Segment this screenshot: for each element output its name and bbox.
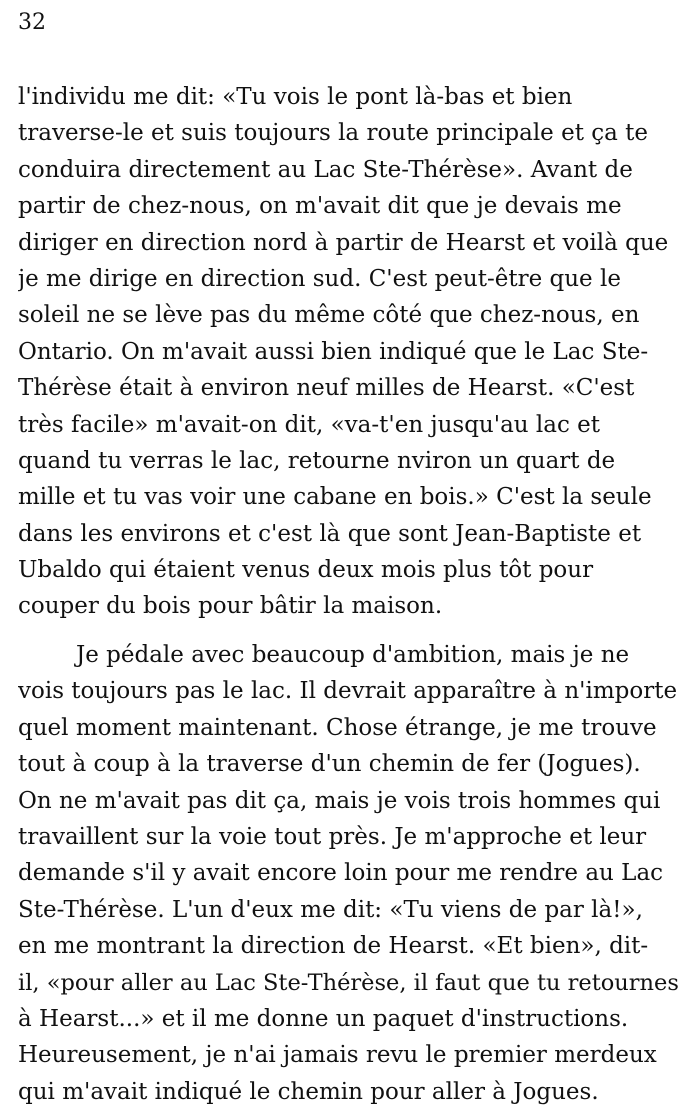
- text-line: Ste-Thérèse. L'un d'eux me dit: «Tu viens de par là!»,: [18, 896, 643, 923]
- text-line: On ne m'avait pas dit ça, mais je vois trois hommes qui: [18, 787, 661, 814]
- text-line: l'individu me dit: «Tu vois le pont là-bas et bien: [18, 84, 573, 110]
- text-line: conduira directement au Lac Ste-Thérèse». Avant de: [18, 156, 633, 183]
- text-line: à Hearst...» et il me donne un paquet d'instructions.: [18, 1005, 629, 1032]
- paragraph: [18, 637, 681, 1110]
- text-line: mille et tu vas voir une cabane en bois.» C'est la seule: [18, 484, 652, 511]
- text-line: Je pédale avec beaucoup d'ambition, mais je ne: [76, 642, 630, 668]
- text-line: quand tu verras le lac, retourne nviron un quart de: [18, 447, 616, 474]
- text-line: très facile» m'avait-on dit, «va-t'en jusqu'au lac et: [18, 411, 601, 438]
- text-line: en me montrant la direction de Hearst. «Et bien», dit-: [18, 933, 649, 960]
- text-line: partir de chez-nous, on m'avait dit que je devais me: [18, 193, 622, 220]
- text-line: vois toujours pas le lac. Il devrait apparaître à n'importe: [18, 678, 678, 705]
- text-line: traverse-le et suis toujours la route principale et ça te: [18, 120, 649, 147]
- text-line: je me dirige en direction sud. C'est peut-être que le: [18, 265, 621, 292]
- text-line: soleil ne se lève pas du même côté que chez-nous, en: [18, 302, 640, 329]
- text-line: tout à coup à la traverse d'un chemin de fer (Jogues).: [18, 751, 641, 778]
- text-line: Ubaldo qui étaient venus deux mois plus tôt pour: [18, 557, 594, 584]
- text-line: Heureusement, je n'ai jamais revu le premier merdeux: [18, 1042, 657, 1069]
- text-line: quel moment maintenant. Chose étrange, je me trouve: [18, 714, 657, 741]
- paragraph: [18, 79, 681, 625]
- text-line: dans les environs et c'est là que sont Jean-Baptiste et: [18, 520, 642, 547]
- text-line: travaillent sur la voie tout près. Je m'approche et leur: [18, 823, 647, 850]
- text-line: Thérèse était à environ neuf milles de Hearst. «C'est: [18, 375, 635, 402]
- text-line: il, «pour aller au Lac Ste-Thérèse, il faut que tu retournes: [18, 969, 679, 996]
- text-line: diriger en direction nord à partir de Hearst et voilà que: [18, 229, 669, 256]
- text-line: qui m'avait indiqué le chemin pour aller à Jogues.: [18, 1078, 599, 1105]
- text-line: demande s'il y avait encore loin pour me rendre au Lac: [18, 860, 664, 887]
- text-line: Ontario. On m'avait aussi bien indiqué que le Lac Ste-: [18, 338, 649, 365]
- text-line: couper du bois pour bâtir la maison.: [18, 593, 443, 620]
- page-number: 32: [18, 10, 46, 35]
